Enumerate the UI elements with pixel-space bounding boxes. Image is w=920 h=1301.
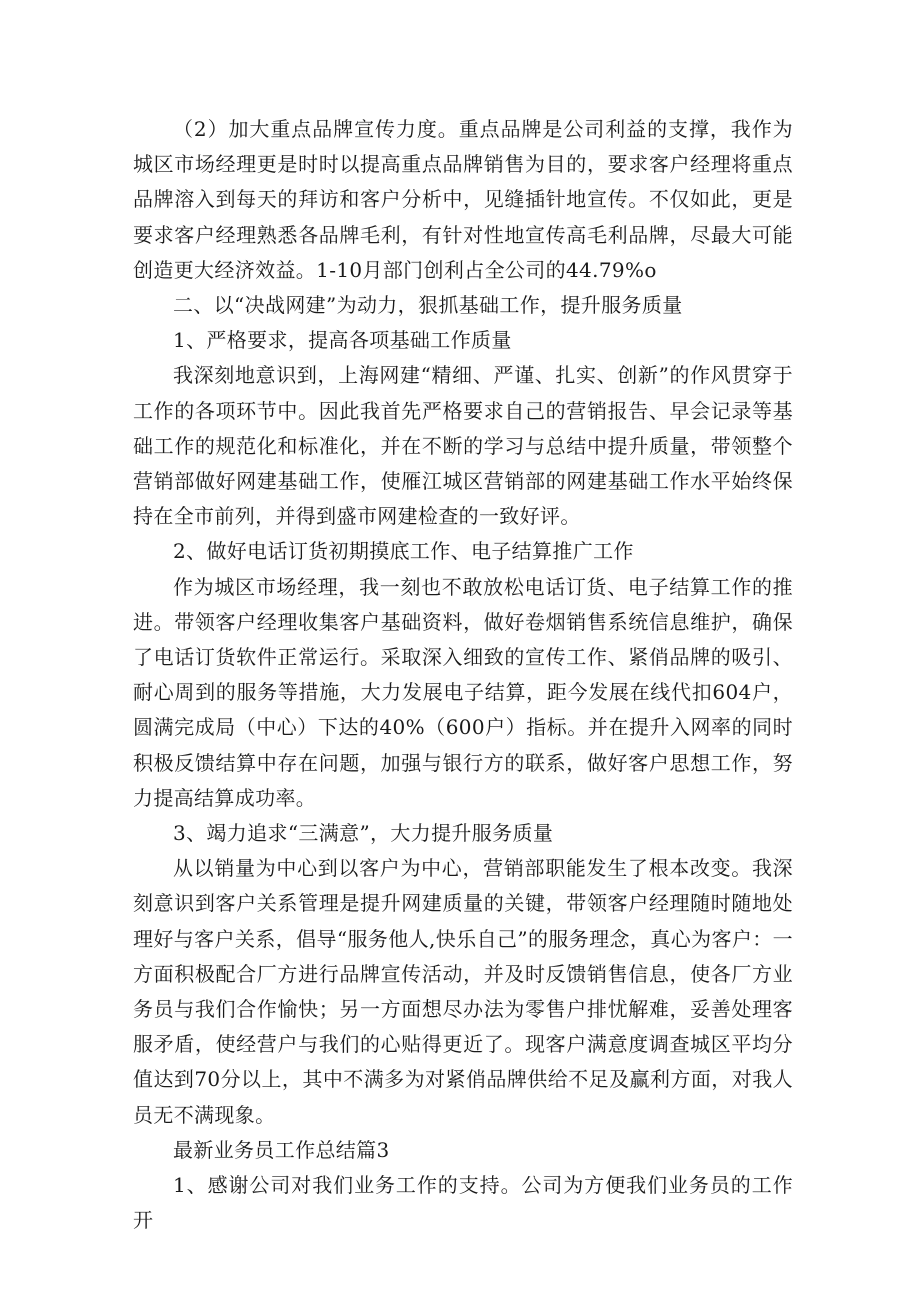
paragraph-basic-work: 我深刻地意识到，上海网建“精细、严谨、扎实、创新”的作风贯穿于工作的各项环节中。因此我首先严格要求自己的营销报告、早会记录等基础工作的规范化和标准化，并在不断的学习与总结中提升质量，带领整个营销部做好网建基础工作，使雁江城区营销部的网建基础工作水平始终保持在全市前列，并得到盛市网建检查的一致好评。 <box>133 363 793 529</box>
article-title-part3: 最新业务员工作总结篇3 <box>173 1137 390 1162</box>
paragraph-company-support: 1、感谢公司对我们业务工作的支持。公司为方便我们业务员的工作开 <box>133 1173 793 1233</box>
subheading-phone-ordering: 2、做好电话订货初期摸底工作、电子结算推广工作 <box>173 539 634 564</box>
paragraph-brand-promotion: （2）加大重点品牌宣传力度。重点品牌是公司利益的支撑，我作为城区市场经理更是时时以提高重点品牌销售为目的，要求客户经理将重点品牌溶入到每天的拜访和客户分析中，见缝插针地宣传。不仅如此，更是要求客户经理熟悉各品牌毛利，有针对性地宣传高毛利品牌，尽最大可能创造更大经济效益。1-10月部门创利占全公司的44.79%o <box>133 117 793 282</box>
subheading-three-satisfaction: 3、竭力追求“三满意”，大力提升服务质量 <box>173 821 554 846</box>
paragraph-customer-relations: 从以销量为中心到以客户为中心，营销部职能发生了根本改变。我深刻意识到客户关系管理是提升网建质量的关键，带领客户经理随时随地处理好与客户关系，倡导“服务他人,快乐自己”的服务理念，真心为客户：一方面积极配合厂方进行品牌宣传活动，并及时反馈销售信息，使各厂方业务员与我们合作愉快；另一方面想尽办法为零售户排忧解难，妥善处理客服矛盾，使经营户与我们的心贴得更近了。现客户满意度调查城区平均分值达到70分以上，其中不满多为对紧俏品牌供给不足及赢利方面，对我人员无不满现象。 <box>133 856 793 1127</box>
document-body <box>133 112 793 1239</box>
section-heading-network-building: 二、以“决战网建”为动力，狠抓基础工作，提升服务质量 <box>173 293 683 318</box>
subheading-basic-work-quality: 1、严格要求，提高各项基础工作质量 <box>173 328 512 353</box>
paragraph-phone-ordering: 作为城区市场经理，我一刻也不敢放松电话订货、电子结算工作的推进。带领客户经理收集客户基础资料，做好卷烟销售系统信息维护，确保了电话订货软件正常运行。采取深入细致的宣传工作、紧俏品牌的吸引、耐心周到的服务等措施，大力发展电子结算，距今发展在线代扣604户，圆满完成局（中心）下达的40%（600户）指标。并在提升入网率的同时积极反馈结算中存在问题，加强与银行方的联系，做好客户思想工作，努力提高结算成功率。 <box>133 574 793 810</box>
